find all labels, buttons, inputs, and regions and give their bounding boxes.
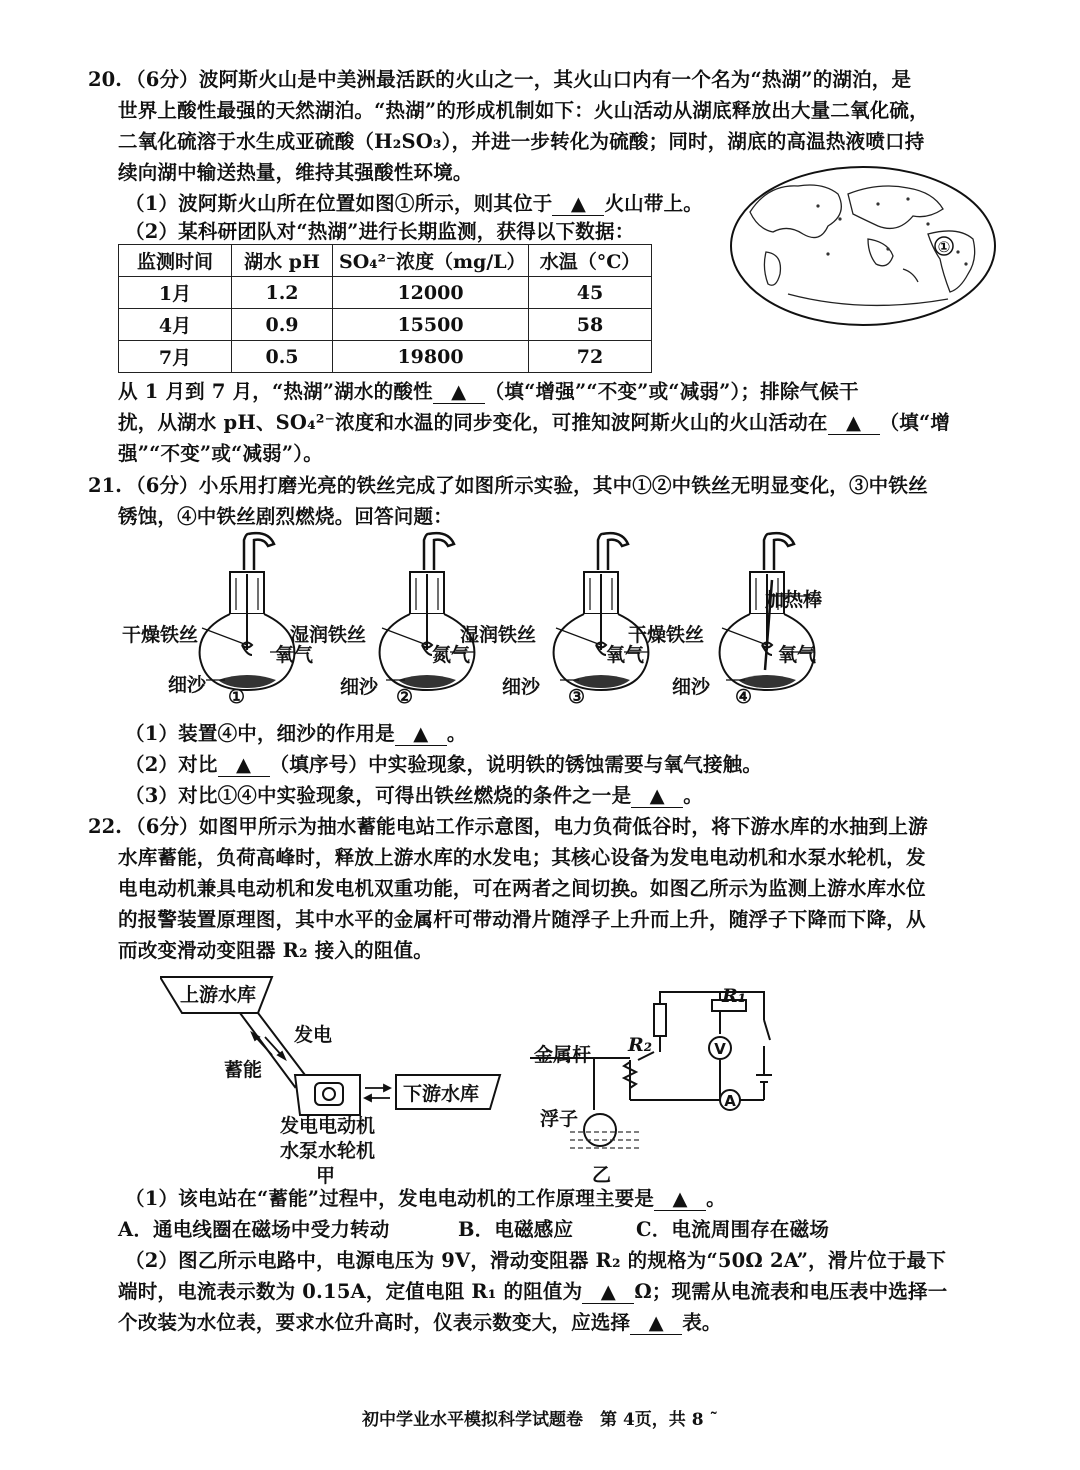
motor-generator-label: 发电电动机	[280, 1115, 376, 1137]
apparatus-4-wire-label: 干燥铁丝	[628, 624, 705, 646]
q20-after-3: 强”“不变”或“减弱”）。	[118, 442, 323, 465]
table-row	[119, 341, 652, 373]
q20-after-2: 扰，从湖水 pH、SO₄²⁻浓度和水温的同步变化，可推知波阿斯火山的火山活动在 ▲ （填“增	[118, 411, 951, 434]
q20-after-1: 从 1 月到 7 月，“热湖”湖水的酸性 ▲ （填“增强”“不变”或“减弱”）；排除气候干	[118, 380, 859, 403]
apparatus-1-gas-label: 氧气	[275, 644, 314, 666]
figure-a-caption: 甲	[316, 1165, 336, 1187]
table-cell: 15500	[333, 309, 529, 341]
q21-number: 21.	[88, 474, 122, 497]
monitoring-data-table	[118, 244, 652, 373]
answer-blank[interactable]: ▲	[582, 1281, 634, 1304]
q20-line-1: （6分）波阿斯火山是中美洲最活跃的火山之一，其火山口内有一个名为“热湖”的湖泊，是	[126, 68, 912, 91]
heater-rod-label: 加热棒	[765, 589, 823, 611]
q20-sub2: （2）某科研团队对“热湖”进行长期监测，获得以下数据：	[125, 220, 635, 243]
table-header-cell: 监测时间	[119, 245, 232, 277]
q22-line-3: 电电动机兼具电动机和发电机双重功能，可在两者之间切换。如图乙所示为监测上游水库水位	[118, 877, 926, 900]
apparatus-3-wire-label: 湿润铁丝	[460, 624, 537, 646]
answer-blank[interactable]: ▲	[654, 1188, 706, 1211]
q22-option-c: C．电流周围存在磁场	[636, 1218, 830, 1241]
figure-b-caption: 乙	[592, 1164, 612, 1186]
q21-sub3: （3）对比①④中实验现象，可得出铁丝燃烧的条件之一是 ▲ 。	[125, 784, 703, 807]
map-marker-label: ①	[937, 238, 951, 256]
q21-sub2: （2）对比 ▲ （填序号）中实验现象，说明铁的锈蚀需要与氧气接触。	[125, 753, 763, 776]
q21-sub1: （1）装置④中，细沙的作用是 ▲ 。	[125, 722, 467, 745]
r1-label: R₁	[722, 985, 747, 1007]
generate-label: 发电	[294, 1024, 333, 1046]
table-cell: 12000	[333, 277, 529, 309]
answer-blank[interactable]: ▲	[630, 1312, 682, 1335]
apparatus-2-wire-label: 湿润铁丝	[290, 624, 367, 646]
r2-label: R₂	[628, 1034, 653, 1056]
q22-sub2-line-2: 端时，电流表示数为 0.15A，定值电阻 R₁ 的阻值为 ▲ Ω；现需从电流表和电压表中选择一	[118, 1280, 948, 1303]
table-cell: 72	[529, 341, 652, 373]
table-cell: 1.2	[232, 277, 333, 309]
table-header-cell: SO₄²⁻浓度（mg/L）	[333, 245, 529, 277]
store-energy-label: 蓄能	[224, 1059, 263, 1081]
apparatus-3-gas-label: 氧气	[606, 644, 645, 666]
q22-sub2-line-1: （2）图乙所示电路中，电源电压为 9V，滑动变阻器 R₂ 的规格为“50Ω 2A”，滑片位于最下	[125, 1249, 947, 1272]
q22-sub2-line-3: 个改装为水位表，要求水位升高时，仪表示数变大，应选择 ▲ 表。	[118, 1311, 722, 1334]
table-cell: 1月	[119, 277, 232, 309]
apparatus-1-number: ①	[228, 686, 246, 708]
table-cell: 0.9	[232, 309, 333, 341]
world-map-figure	[728, 164, 998, 328]
q20-line-4: 续向湖中输送热量，维持其强酸性环境。	[118, 161, 473, 184]
apparatus-1-sand-label: 细沙	[168, 674, 207, 696]
q22-line-1: （6分）如图甲所示为抽水蓄能电站工作示意图，电力负荷低谷时，将下游水库的水抽到上游	[126, 815, 928, 838]
table-cell: 0.5	[232, 341, 333, 373]
table-header-cell: 水温（°C）	[529, 245, 652, 277]
table-header-cell: 湖水 pH	[232, 245, 333, 277]
table-header-row	[119, 245, 652, 277]
q22-line-4: 的报警装置原理图，其中水平的金属杆可带动滑片随浮子上升而上升，随浮子下降而下降，从	[118, 908, 926, 931]
voltmeter-symbol: V	[714, 1040, 726, 1058]
apparatus-4-sand-label: 细沙	[672, 676, 711, 698]
apparatus-4-number: ④	[735, 686, 753, 708]
metal-rod-label: 金属杆	[534, 1044, 592, 1066]
apparatus-1-wire-label: 干燥铁丝	[122, 624, 199, 646]
pump-turbine-label: 水泵水轮机	[280, 1140, 376, 1162]
answer-blank[interactable]: ▲	[828, 412, 880, 435]
q20-number: 20.	[88, 68, 122, 91]
table-cell: 4月	[119, 309, 232, 341]
q20-sub1: （1）波阿斯火山所在位置如图①所示，则其位于 ▲ 火山带上。	[125, 192, 703, 215]
q22-line-5: 而改变滑动变阻器 R₂ 接入的阻值。	[118, 939, 433, 962]
apparatus-3-sand-label: 细沙	[502, 676, 541, 698]
page-footer: 初中学业水平模拟科学试题卷 第 4页，共 8 ˜	[362, 1410, 718, 1430]
answer-blank[interactable]: ▲	[218, 754, 270, 777]
q22-sub1: （1）该电站在“蓄能”过程中，发电电动机的工作原理主要是 ▲ 。	[125, 1187, 726, 1210]
q20-line-3: 二氧化硫溶于水生成亚硫酸（H₂SO₃），并进一步转化为硫酸；同时，湖底的高温热液喷口持	[118, 130, 925, 153]
q22-option-a: A．通电线圈在磁场中受力转动	[118, 1218, 390, 1241]
apparatus-3-number: ③	[568, 686, 586, 708]
apparatus-4-gas-label: 氧气	[778, 644, 817, 666]
q22-line-2: 水库蓄能，负荷高峰时，释放上游水库的水发电；其核心设备为发电电动机和水泵水轮机，发	[118, 846, 926, 869]
apparatus-2-number: ②	[396, 686, 414, 708]
table-cell: 58	[529, 309, 652, 341]
table-cell: 7月	[119, 341, 232, 373]
answer-blank[interactable]: ▲	[552, 193, 604, 216]
apparatus-2-sand-label: 细沙	[340, 676, 379, 698]
water-level-alarm-figure	[530, 990, 790, 1185]
upper-reservoir-label: 上游水库	[180, 984, 257, 1006]
q22-option-b: B．电磁感应	[458, 1218, 574, 1241]
answer-blank[interactable]: ▲	[433, 381, 485, 404]
q22-number: 22.	[88, 815, 122, 838]
table-cell: 45	[529, 277, 652, 309]
table-row	[119, 277, 652, 309]
answer-blank[interactable]: ▲	[395, 723, 447, 746]
table-cell: 19800	[333, 341, 529, 373]
q21-line-2: 锈蚀，④中铁丝剧烈燃烧。回答问题：	[118, 505, 453, 528]
q21-line-1: （6分）小乐用打磨光亮的铁丝完成了如图所示实验，其中①②中铁丝无明显变化，③中铁丝	[126, 474, 928, 497]
ammeter-symbol: A	[724, 1092, 736, 1110]
answer-blank[interactable]: ▲	[631, 785, 683, 808]
lower-reservoir-label: 下游水库	[403, 1083, 480, 1105]
q20-line-2: 世界上酸性最强的天然湖泊。“热湖”的形成机制如下：火山活动从湖底释放出大量二氧化硫，	[118, 99, 929, 122]
apparatus-2-gas-label: 氮气	[432, 644, 471, 666]
float-label: 浮子	[540, 1108, 579, 1130]
table-row	[119, 309, 652, 341]
